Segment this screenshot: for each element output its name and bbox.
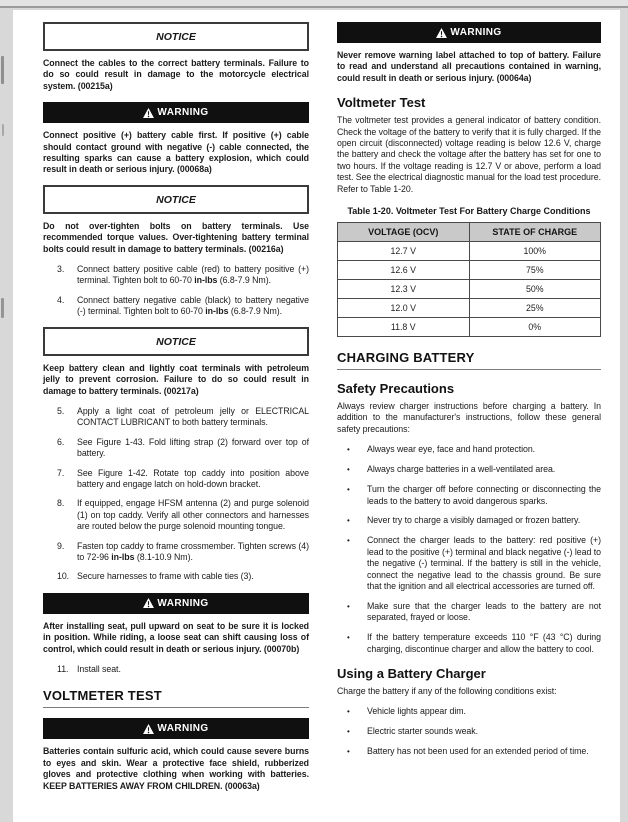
- step-text: [77, 295, 309, 318]
- warning-bar: [43, 102, 309, 123]
- table-header-charge: STATE OF CHARGE: [469, 223, 601, 242]
- voltmeter-table: [337, 222, 601, 337]
- scan-edge-artifact: [2, 124, 4, 136]
- step-item: [43, 571, 309, 582]
- notice-box: [43, 327, 309, 356]
- step-text: [77, 468, 309, 491]
- bullet-text: Connect the charger leads to the battery: red positive (+) lead to the positive (+) terminal and black negative (-) lead to the negative (-) terminal. If the battery is still in the vehicle, connect the negative lead to the chassis ground. Be sure that the ignition and all electrical accessories are turned off.: [367, 535, 601, 591]
- scan-top-margin: [0, 0, 628, 8]
- step-item: [43, 664, 309, 675]
- step-item: [43, 468, 309, 491]
- bullet-text: Make sure that the charger leads to the battery are not separated, frayed or loose.: [367, 600, 601, 623]
- step-number: 11.: [57, 664, 69, 674]
- table-row: [338, 261, 601, 280]
- warning-triangle-icon: [143, 724, 154, 734]
- step-text: [77, 541, 309, 564]
- voltage-cell: 11.8 V: [338, 318, 470, 337]
- step-item: [43, 541, 309, 564]
- step-item: [43, 406, 309, 429]
- step-number: 4.: [57, 294, 65, 305]
- subheading-safety-precautions: Safety Precautions: [337, 381, 455, 397]
- warning-label: WARNING: [157, 723, 209, 735]
- warning-label: WARNING: [157, 107, 209, 119]
- warning-triangle-icon: [143, 598, 154, 608]
- step-text-bold: in-lbs: [194, 275, 218, 286]
- bullet-glyph: •: [347, 485, 350, 495]
- bullet-text: Vehicle lights appear dim.: [367, 706, 466, 717]
- step-text-part: Connect battery positive cable (red) to battery positive (+) terminal. Tighten bolt to 60-70: [77, 264, 309, 286]
- warning-bar: [43, 593, 309, 614]
- bullet-item: [337, 726, 601, 737]
- step-item: [43, 498, 309, 532]
- bullet-text: Battery has not been used for an extended period of time.: [367, 746, 589, 757]
- bullet-text: Always wear eye, face and hand protection.: [367, 444, 536, 455]
- bullet-item: [337, 444, 601, 455]
- warning-label: WARNING: [450, 27, 502, 38]
- step-number: 7.: [57, 467, 65, 478]
- subheading-using-battery-charger: Using a Battery Charger: [337, 665, 486, 681]
- notice-label: NOTICE: [156, 335, 196, 348]
- bullet-text: If the battery temperature exceeds 110 °F (43 °C) during charging, discontinue charger and allow the battery to cool.: [367, 632, 601, 654]
- bullet-glyph: •: [347, 465, 350, 475]
- step-text: [77, 571, 309, 582]
- bullet-text: Electric starter sounds weak.: [367, 726, 478, 737]
- voltage-cell: 12.0 V: [338, 299, 470, 318]
- left-column: [43, 22, 309, 801]
- page-columns: [13, 10, 620, 801]
- step-text-part: See Figure 1-43. Fold lifting strap (2) forward over top of battery.: [77, 436, 309, 459]
- warning-bar: [337, 22, 601, 43]
- right-column: [337, 22, 601, 801]
- warning-triangle-icon: [436, 28, 447, 38]
- bullet-glyph: •: [347, 747, 350, 757]
- subheading-voltmeter-test: Voltmeter Test: [337, 95, 426, 111]
- step-text: [77, 498, 309, 532]
- step-text-part: (8.1-10.9 Nm).: [134, 551, 193, 562]
- step-number: 10.: [57, 571, 70, 582]
- warning-paragraph: Connect positive (+) battery cable first. If positive (+) cable should contact ground with negative (-) cable connected, the resulting sparks can cause a battery explosion, which could result in death or serious injury. (00068a): [43, 130, 309, 175]
- table-title: Table 1-20. Voltmeter Test For Battery Charge Conditions: [347, 206, 591, 217]
- bullet-glyph: •: [347, 727, 350, 737]
- table-header-row: [338, 223, 601, 242]
- warning-paragraph: Batteries contain sulfuric acid, which could cause severe burns to eyes and skin. Wear a protective face shield, rubberized gloves and protective clothing when working with batteries. KEEP BATTERIES AWAY FROM CHILDREN. (00063a): [43, 746, 309, 791]
- warning-bar: [43, 718, 309, 739]
- table-row: [338, 299, 601, 318]
- notice-paragraph: Keep battery clean and lightly coat terminals with petroleum jelly to prevent corrosion. Failure to do so could result in damage to battery terminals. (00217a): [43, 362, 309, 396]
- warning-paragraph: After installing seat, pull upward on seat to be sure it is locked in position. While riding, a loose seat can shift causing loss of control, which could result in death or serious injury. (00070b): [43, 620, 309, 654]
- step-item: [43, 295, 309, 318]
- scan-edge-artifact: [1, 56, 4, 84]
- bullet-text: Always charge batteries in a well-ventilated area.: [367, 464, 556, 475]
- warning-paragraph: Never remove warning label attached to top of battery. Failure to read and understand all precautions contained in warning, could result in death or serious injury. (00064a): [337, 50, 601, 83]
- bullet-item: [337, 632, 601, 655]
- step-number: 5.: [57, 405, 65, 416]
- notice-paragraph: Connect the cables to the correct battery terminals. Failure to do so could result in damage to the motorcycle electrical system. (00215a): [43, 58, 309, 91]
- bullet-text: Never try to charge a visibly damaged or frozen battery.: [367, 515, 581, 526]
- step-text-bold: in-lbs: [205, 306, 229, 317]
- bullet-glyph: •: [347, 707, 350, 717]
- voltage-cell: 12.7 V: [338, 242, 470, 261]
- bullet-glyph: •: [347, 601, 350, 611]
- table-row: [338, 280, 601, 299]
- bullet-glyph: •: [347, 633, 350, 643]
- step-text: [77, 437, 309, 460]
- step-text-part: Secure harnesses to frame with cable ties (3).: [77, 571, 254, 582]
- table-header-voltage: VOLTAGE (OCV): [338, 223, 470, 242]
- voltage-cell: 12.3 V: [338, 280, 470, 299]
- charge-cell: 0%: [469, 318, 601, 337]
- warning-label: WARNING: [157, 597, 209, 609]
- notice-box: [43, 185, 309, 214]
- bullet-item: [337, 746, 601, 757]
- charge-cell: 25%: [469, 299, 601, 318]
- charge-cell: 75%: [469, 261, 601, 280]
- table-row: [338, 318, 601, 337]
- section-heading-charging-battery: CHARGING BATTERY: [337, 350, 601, 370]
- bullet-item: [337, 706, 601, 717]
- body-paragraph: The voltmeter test provides a general indicator of battery condition. Check the voltage of the battery to verify that it is fully charged. If the open circuit (disconnected) voltage reading is below 12.6 V, charge the battery and check the voltage after the battery has set for one to two hours. If the voltage reading is 12.7 V or above, perform a load test. See the electrical diagnostic manual for the load test procedure. Refer to Table 1-20.: [337, 115, 601, 194]
- step-text: [77, 264, 309, 287]
- step-text-part: Install seat.: [77, 664, 121, 674]
- notice-label: NOTICE: [156, 31, 196, 43]
- step-text-part: Apply a light coat of petroleum jelly or ELECTRICAL CONTACT LUBRICANT to both battery terminals.: [77, 405, 309, 428]
- step-text-part: Connect battery negative cable (black) to battery negative (-) terminal. Tighten bolt to 60-70: [77, 294, 309, 317]
- notice-box: [43, 22, 309, 51]
- body-paragraph: Always review charger instructions before charging a battery. In addition to the manufacturer's instructions, follow these general safety precautions:: [337, 401, 601, 434]
- bullet-text: Turn the charger off before connecting or disconnecting the leads to the battery to avoid dangerous sparks.: [367, 484, 601, 506]
- step-text-part: See Figure 1-42. Rotate top caddy into position above battery and engage latch on hold-down bracket.: [77, 467, 309, 489]
- step-number: 3.: [57, 264, 65, 275]
- bullet-item: [337, 601, 601, 624]
- scan-edge-artifact: [1, 298, 4, 318]
- manual-page: [13, 10, 620, 822]
- step-text-bold: in-lbs: [111, 551, 135, 562]
- step-text: [77, 406, 309, 429]
- bullet-item: [337, 464, 601, 475]
- step-text-part: Fasten top caddy to frame crossmember. Tighten screws (4) to 72-96: [77, 540, 309, 562]
- bullet-item: [337, 535, 601, 592]
- voltage-cell: 12.6 V: [338, 261, 470, 280]
- section-heading-voltmeter-test: VOLTMETER TEST: [43, 688, 309, 708]
- step-text: [77, 664, 309, 675]
- bullet-glyph: •: [347, 516, 350, 526]
- step-text-part: If equipped, engage HFSM antenna (2) and purge solenoid (1) on top caddy. Verify all other connectors and harnesses are routed below the purge solenoid mounting tongue.: [77, 498, 309, 532]
- warning-triangle-icon: [143, 108, 154, 118]
- step-text-part: (6.8-7.9 Nm).: [217, 275, 271, 286]
- step-number: 6.: [57, 436, 65, 447]
- body-paragraph: Charge the battery if any of the following conditions exist:: [337, 685, 557, 696]
- notice-label: NOTICE: [156, 193, 196, 206]
- bullet-glyph: •: [347, 536, 350, 546]
- step-item: [43, 437, 309, 460]
- step-number: 8.: [57, 498, 65, 509]
- step-number: 9.: [57, 540, 65, 551]
- step-item: [43, 264, 309, 287]
- bullet-item: [337, 484, 601, 507]
- bullet-glyph: •: [347, 445, 350, 455]
- charge-cell: 50%: [469, 280, 601, 299]
- table-row: [338, 242, 601, 261]
- notice-paragraph: Do not over-tighten bolts on battery terminals. Use recommended torque values. Over-tightening battery terminal bolts could result in damage to battery terminals. (00216a): [43, 220, 309, 254]
- step-text-part: (6.8-7.9 Nm).: [228, 306, 282, 317]
- charge-cell: 100%: [469, 242, 601, 261]
- bullet-item: [337, 515, 601, 526]
